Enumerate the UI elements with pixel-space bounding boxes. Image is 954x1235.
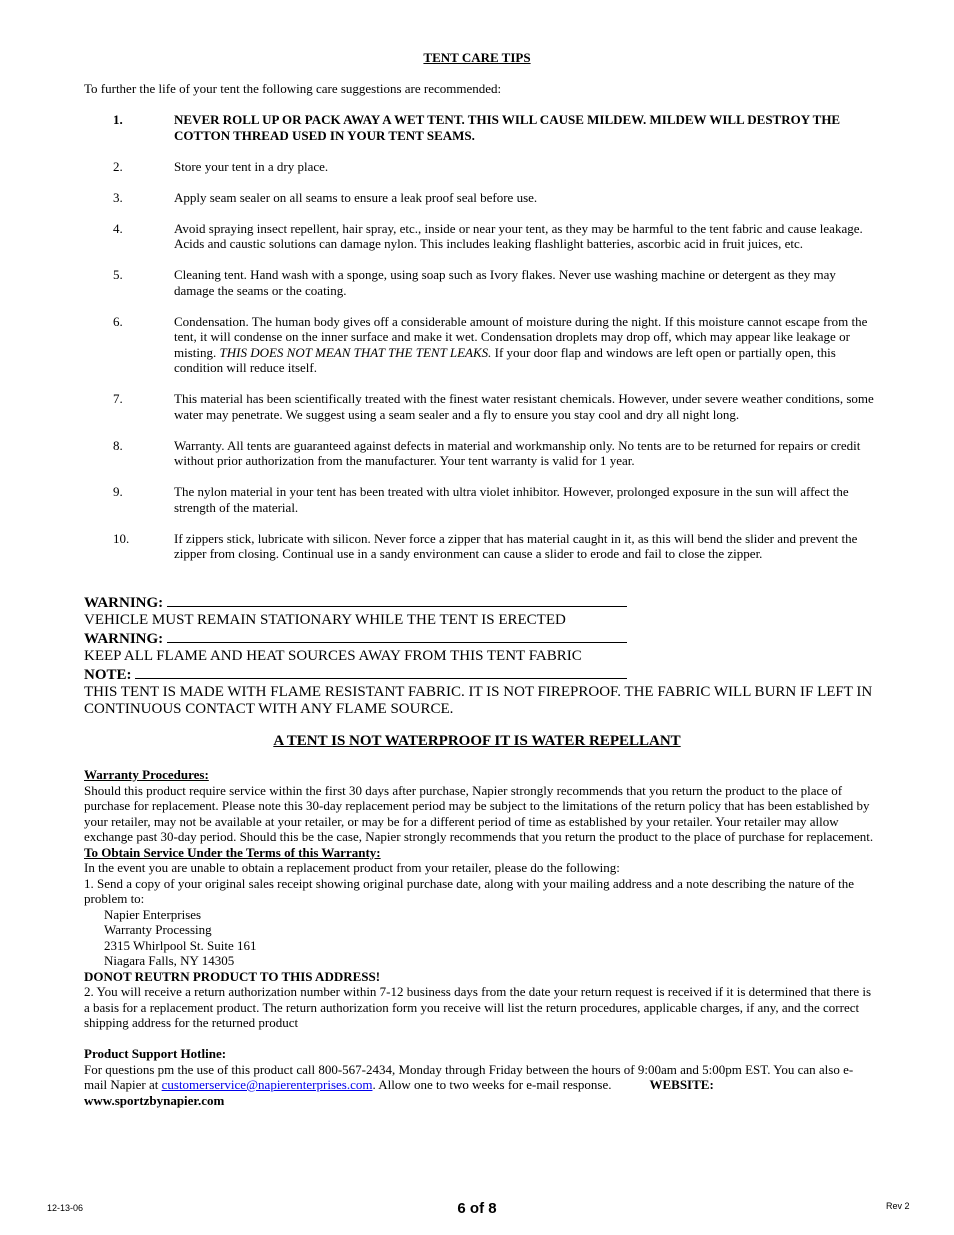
tip-text: Cleaning tent. Hand wash with a sponge, using soap such as Ivory flakes. Never use washing machine or detergent as they may damage the seams or the coating. — [174, 267, 836, 298]
tip-item — [84, 221, 874, 252]
warning-text: VEHICLE MUST REMAIN STATIONARY WHILE THE TENT IS ERECTED — [84, 612, 566, 629]
warranty-heading: Warranty Procedures: — [84, 767, 209, 782]
warranty-paragraph: Should this product require service within the first 30 days after purchase, Napier strongly recommends that you return the product to the place of purchase for replacement. Please note this 30-day replacement period may be subject to the limitations of the return policy that has been established by your retailer, may not be available at your retailer, or may be for a different period of time as established by your retailer. Your retailer may allow exchange past 30-day period. Should this be the case, Napier strongly recommends that you return the product to the place of purchase for replacement. — [84, 782, 874, 844]
footer-page-number: 6 of 8 — [457, 1200, 497, 1217]
warning-row — [84, 594, 884, 612]
tip-text: Store your tent in a dry place. — [174, 158, 329, 174]
tip-item — [84, 391, 874, 422]
tip-text: NEVER ROLL UP OR PACK AWAY A WET TENT. THIS WILL CAUSE MILDEW. MILDEW WILL DESTROY THE COTTON THREAD USED IN YOUR TENT SEAMS. — [174, 112, 841, 143]
care-tips-list — [84, 112, 874, 562]
footer-date: 12-13-06 — [47, 1203, 84, 1213]
note-label: NOTE: — [84, 666, 132, 683]
support-text: For questions pm the use of this product call 800-567-2434, Monday through Friday between the hours of 9:00am and 5:00pm EST. You can also e-mail Napier at — [84, 1061, 854, 1092]
signature-line — [167, 594, 627, 607]
step-one: 1. Send a copy of your original sales receipt showing original purchase date, along with your mailing address and a note describing the nature of the problem to: — [84, 875, 855, 906]
support-paragraph — [84, 1062, 874, 1093]
do-not-return-notice: DONOT REUTRN PRODUCT TO THIS ADDRESS! — [84, 968, 381, 984]
tip-item — [84, 267, 874, 298]
tip-text: This material has been scientifically treated with the finest water resistant chemicals. However, under severe weather conditions, some water may penetrate. We suggest using a seam sealer and a fly to ensure you stay cool and dry all night long. — [174, 391, 874, 422]
tip-item — [84, 438, 874, 469]
note-row — [84, 666, 884, 684]
note-text: THIS TENT IS MADE WITH FLAME RESISTANT FABRIC. IT IS NOT FIREPROOF. THE FABRIC WILL BURN IF LEFT IN CONTINUOUS CONTACT WITH ANY FLAME SOURCE. — [84, 684, 873, 718]
warnings-block — [84, 594, 884, 719]
website-label: WEBSITE: — [649, 1077, 714, 1092]
tip-number: 8. — [113, 437, 123, 453]
step-two: 2. You will receive a return authorization number within 7-12 business days from the date your return request is received if it is determined that there is a basis for a replacement product. The return authorization form you receive will list the return procedures, applicable charges, if any, and the correct shipping address for the returned product — [84, 984, 872, 1030]
tip-item — [84, 112, 874, 143]
water-repellant-heading: A TENT IS NOT WATERPROOF IT IS WATER REPELLANT — [273, 733, 681, 749]
tip-number: 10. — [113, 530, 130, 546]
obtain-service-intro: In the event you are unable to obtain a replacement product from your retailer, please do the following: — [84, 860, 620, 875]
tip-number: 2. — [113, 158, 123, 174]
tip-item — [84, 159, 874, 175]
tip-italic-note: THIS DOES NOT MEAN THAT THE TENT LEAKS. — [219, 344, 492, 360]
warranty-section — [84, 767, 874, 1108]
tip-number: 9. — [113, 484, 123, 499]
tip-item — [84, 190, 874, 206]
tip-number: 5. — [113, 267, 123, 282]
tip-text: The nylon material in your tent has been treated with ultra violet inhibitor. However, prolonged exposure in the sun will affect the strength of the material. — [174, 484, 849, 515]
address-line: Niagara Falls, NY 14305 — [104, 953, 235, 968]
support-heading: Product Support Hotline: — [84, 1046, 227, 1061]
intro-text: To further the life of your tent the following care suggestions are recommended: — [84, 81, 502, 96]
tip-number: 3. — [113, 189, 123, 205]
support-text: . Allow one to two weeks for e-mail response. — [372, 1077, 612, 1092]
signature-line — [135, 666, 627, 679]
website-url: www.sportzbynapier.com — [84, 1092, 225, 1108]
warning-row — [84, 630, 884, 648]
obtain-service-heading: To Obtain Service Under the Terms of this Warranty: — [84, 844, 381, 860]
tip-item — [84, 531, 874, 562]
address-line: Napier Enterprises — [104, 906, 202, 922]
warning-label: WARNING: — [84, 630, 164, 647]
tip-text: Apply seam sealer on all seams to ensure a leak proof seal before use. — [174, 189, 538, 205]
address-line: 2315 Whirlpool St. Suite 161 — [104, 937, 257, 953]
signature-line — [167, 630, 627, 643]
address-line: Warranty Processing — [104, 922, 212, 937]
tip-number: 6. — [113, 313, 123, 329]
tip-number: 7. — [113, 391, 123, 406]
tip-text — [174, 314, 874, 376]
tip-number: 1. — [113, 112, 123, 127]
warning-label: WARNING: — [84, 595, 164, 611]
tip-item — [84, 484, 874, 515]
tip-text-part: If your door flap and windows are left open or partially open, this condition will reduce itself. — [174, 344, 836, 375]
spacer — [84, 1031, 874, 1047]
support-email-link[interactable]: customerservice@napierenterprises.com — [161, 1077, 373, 1092]
tip-text: If zippers stick, lubricate with silicon. Never force a zipper that has material caught in it, as this will bend the slider and prevent the zipper from closing. Continual use in a sandy environment can cause a slider to erode and fail to close the zipper. — [174, 530, 858, 561]
tip-item — [84, 314, 874, 376]
warning-text: KEEP ALL FLAME AND HEAT SOURCES AWAY FROM THIS TENT FABRIC — [84, 648, 582, 665]
tip-text-part: Condensation. The human body gives off a considerable amount of moisture during the night. If this moisture cannot escape from the tent, it will condense on the inner surface and make it wet. Condensation droplets may drop off, which may appear like leakage or misting. — [174, 313, 868, 360]
tip-text: Avoid spraying insect repellent, hair spray, etc., inside or near your tent, as they may be harmful to the tent fabric and cause leakage. Acids and caustic solutions can damage nylon. This includes leaking flashlight batteries, ascorbic acid in fruit juices, etc. — [174, 220, 863, 251]
page-title: TENT CARE TIPS — [423, 50, 531, 65]
tip-number: 4. — [113, 220, 123, 236]
footer-revision: Rev 2 — [886, 1201, 910, 1211]
tip-text: Warranty. All tents are guaranteed against defects in material and workmanship only. No tents are to be returned for repairs or credit without prior authorization from the manufacturer. Your tent warranty is valid for 1 year. — [174, 437, 861, 468]
